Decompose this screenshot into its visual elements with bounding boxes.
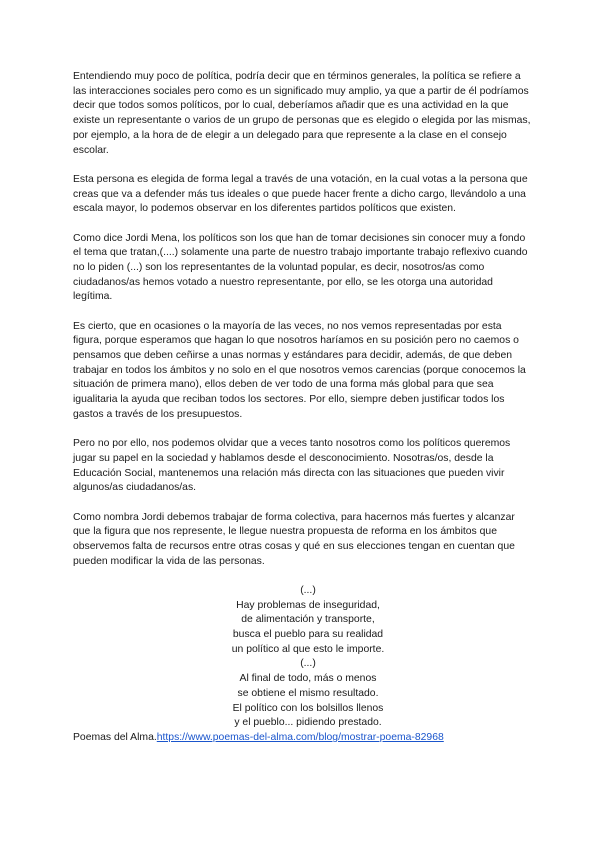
poem-line: un político al que esto le importe. <box>231 643 385 655</box>
paragraph-6: Como nombra Jordi debemos trabajar de forma colectiva, para hacernos más fuertes y alcanzar que la figura que nos represente, le llegue nuestra propuesta de reforma en los ámbitos que observemos falta de recursos entre otras cosas y qué en sus elecciones tengan en cuentan que pueden modificar la vida de las personas. <box>73 511 515 567</box>
poem-line: se obtiene el mismo resultado. <box>237 687 379 699</box>
source-prefix: Poemas del Alma. <box>73 731 157 743</box>
source-link[interactable]: https://www.poemas-del-alma.com/blog/mostrar-poema-82968 <box>156 731 444 743</box>
paragraph-1: Entendiendo muy poco de política, podría decir que en términos generales, la política se refiere a las interacciones sociales pero como es un significado muy amplio, ya que a partir de él podríamos decir que todos somos políticos, por lo cual, deberíamos añadir que es una actividad en la que existe un representante o varios de un grupo de personas que es elegido o elegida por las mismas, por ejemplo, a la hora de de elegir a un delegado para que represente a la clase en el consejo escolar. <box>73 71 531 156</box>
paragraph-2: Esta persona es elegida de forma legal a través de una votación, en la cual votas a la persona que creas que va a defender más tus ideales o que puede hacer frente a dicho cargo, llevándolo a una escala mayor, lo podemos observar en los diferentes partidos políticos que existen. <box>73 173 528 215</box>
poem-line: busca el pueblo para su realidad <box>232 629 384 641</box>
poem-line: Hay problemas de inseguridad, <box>236 599 380 611</box>
poem-line: El político con los bolsillos llenos <box>232 702 384 714</box>
poem-line: (...) <box>300 658 316 670</box>
poem-line: (...) <box>300 584 316 596</box>
paragraph-3: Como dice Jordi Mena, los políticos son los que han de tomar decisiones sin conocer muy a fondo el tema que tratan,(....) solamente una parte de nuestro trabajo importante trabajo reflexivo cuando no lo piden (...) son los representantes de la voluntad popular, es decir, nosotros/as como ciudadanos/as hemos votado a nuestro representante, por ello, se les otorga una autoridad legítima. <box>73 232 528 303</box>
poem-line: Al final de todo, más o menos <box>239 673 377 685</box>
source-citation <box>73 731 533 746</box>
paragraph-5: Pero no por ello, nos podemos olvidar que a veces tanto nosotros como los políticos queremos jugar su papel en la sociedad y hablamos desde el desconocimiento. Nosotras/os, desde la Educación Social, mantenemos una relación más directa con las situaciones que pueden vivir algunos/as ciudadanos/as. <box>73 438 511 494</box>
poem-line: de alimentación y transporte, <box>241 614 375 626</box>
paragraph-4: Es cierto, que en ocasiones o la mayoría de las veces, no nos vemos representadas por esta figura, porque esperamos que hagan lo que nosotros haríamos en su posición pero no caemos o pensamos que deben ceñirse a unas normas y estándares para decidir, además, de que deben trabajar en todos los ámbitos y no solo en el que nosotros vemos carencias (porque conocemos la situación de primera mano), ellos deben de ver todo de una forma más global para que sea igualitaria la ayuda que reciban todos los sectores. Por ello, siempre deben justificar todos los gastos a través de los presupuestos. <box>73 320 526 420</box>
poem-line: y el pueblo... pidiendo prestado. <box>234 717 382 729</box>
poem <box>73 584 533 731</box>
document-page <box>73 70 533 746</box>
